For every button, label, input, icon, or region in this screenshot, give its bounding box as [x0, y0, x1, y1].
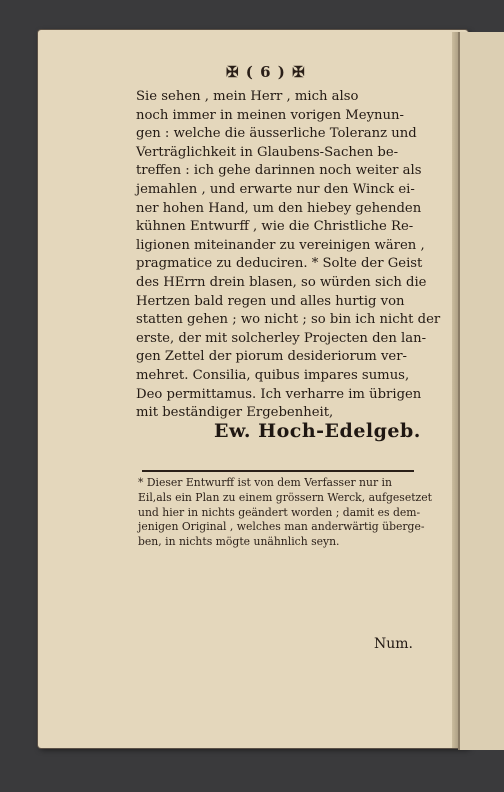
body-line: Deo permittamus. Ich verharre im übrigen [136, 386, 422, 402]
body-line: gen : welche die äusserliche Toleranz und [136, 126, 417, 142]
body-line: ner hohen Hand, um den hiebey gehenden [136, 200, 422, 216]
footnote [138, 476, 432, 550]
footnote-line: ben, in nichts mögte unähnlich seyn. [138, 535, 340, 549]
body-line: Hertzen bald regen und alles hurtig von [136, 293, 405, 309]
body-line: pragmatice zu deduciren. * Solte der Geist [136, 256, 423, 272]
body-line: kühnen Entwurff , wie die Christliche Re- [136, 219, 414, 235]
body-line: noch immer in meinen vorigen Meynun- [136, 107, 404, 123]
body-line: mit beständiger Ergebenheit, [136, 405, 334, 421]
body-line: jemahlen , und erwarte nur den Winck ei- [136, 181, 415, 197]
footnote-line: * Dieser Entwurff ist von dem Verfasser nur in [138, 476, 392, 489]
body-line: mehret. Consilia, quibus impares sumus, [136, 367, 410, 383]
body-line: Verträglichkeit in Glaubens-Sachen be- [136, 144, 399, 160]
body-line: gen Zettel der piorum desideriorum ver- [136, 349, 407, 365]
signature: Ew. Hoch-Edelgeb. [214, 420, 421, 442]
footnote-line: jenigen Original , welches man anderwärtig überge- [138, 520, 425, 534]
body-line: des HErrn drein blasen, so würden sich die [136, 274, 427, 290]
body-line: treffen : ich gehe darinnen noch weiter als [136, 163, 422, 179]
body-line: statten gehen ; wo nicht ; so bin ich nicht der [136, 312, 441, 328]
page-header: ✠ ( 6 ) ✠ [226, 63, 306, 81]
footnote-divider [142, 470, 414, 475]
footnote-line: Eil,als ein Plan zu einem grössern Werck, aufgesetzet [138, 490, 432, 504]
facing-page-edge [458, 32, 504, 750]
body-line: ligionen miteinander zu vereinigen wären , [136, 237, 425, 253]
body-line: erste, der mit solcherley Projecten den lan- [136, 330, 427, 346]
catchword: Num. [374, 636, 413, 652]
body-line: Sie sehen , mein Herr , mich also [136, 89, 359, 104]
footnote-line: und hier in nichts geändert worden ; damit es dem- [138, 505, 421, 519]
letter-body [136, 88, 441, 423]
